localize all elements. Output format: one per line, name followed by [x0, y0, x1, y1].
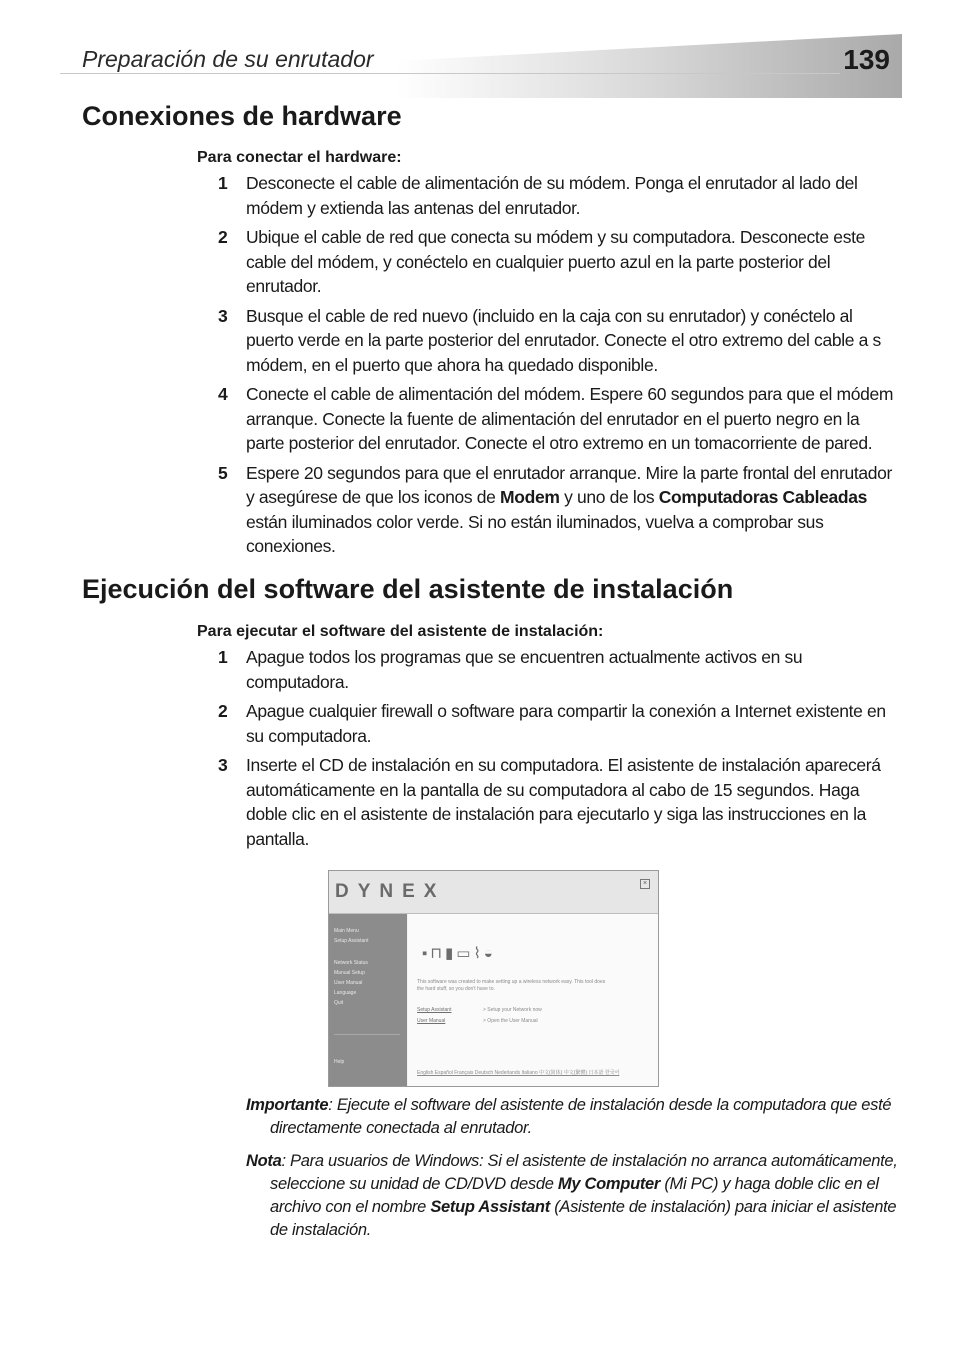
windows-note: Nota: Para usuarios de Windows: Si el asistente de instalación no arranca automáticamente, seleccione su unidad de CD/DVD desde My Computer (Mi PC) y haga doble clic en el archivo con el nombre Setup Assistant (Asistente de instalación) para iniciar el asistente de instalación.	[246, 1152, 898, 1239]
user-manual-desc: > Open the User Manual	[483, 1018, 538, 1024]
menu-item-main-menu: Main Menu	[334, 928, 359, 934]
list-item	[218, 753, 900, 851]
menu-divider	[334, 1034, 400, 1035]
step-text: Conecte el cable de alimentación del módem. Espere 60 segundos para que el módem arranque. Conecte la fuente de alimentación del enrutador en el puerto negro en la parte posterior del enrutador. Conecte el otro extremo en un tomacorriente de pared.	[246, 384, 894, 453]
procedure-label-hardware: Para conectar el hardware:	[197, 149, 402, 166]
step-number: 5	[218, 462, 228, 483]
screenshot-main	[408, 914, 658, 1086]
step-number: 3	[218, 305, 228, 326]
dynex-logo: DYNEX	[335, 881, 446, 902]
step-text: Inserte el CD de instalación en su computadora. El asistente de instalación aparecerá automáticamente en la pantalla de su computadora al cabo de 15 segundos. Haga doble clic en el asistente de instalación para ejecutarlo y siga las instrucciones en la pantalla.	[246, 755, 881, 849]
my-computer-term: My Computer	[557, 1175, 661, 1193]
list-item	[218, 304, 900, 378]
screenshot-header	[329, 871, 658, 914]
list-item	[218, 461, 900, 559]
section-title-hardware: Conexiones de hardware	[82, 101, 402, 131]
list-item	[218, 699, 900, 748]
menu-item-network-status: Network Status	[334, 960, 368, 966]
step-text: Ubique el cable de red que conecta su módem y su computadora. Desconecte este cable del módem, y conéctelo en cualquier puerto azul en la parte posterior del enrutador.	[246, 227, 865, 296]
intro-line-1: This software was created to make setting up a wireless network easy. This tool does	[417, 979, 606, 985]
setup-assistant-link: Setup Assistant	[417, 1007, 452, 1013]
step-number: 2	[218, 701, 228, 721]
procedure-label-setup: Para ejecutar el software del asistente de instalación:	[197, 623, 604, 640]
setup-assistant-desc: > Setup your Network now	[483, 1007, 542, 1013]
menu-item-setup-assistant: Setup Assistant	[334, 938, 369, 944]
modem-term: Modem	[500, 487, 560, 507]
step-text: Apague todos los programas que se encuentren actualmente activos en su computadora.	[246, 647, 803, 692]
step-number: 1	[218, 647, 228, 667]
step-number: 4	[218, 384, 228, 404]
list-item	[218, 382, 900, 456]
important-label: Importante	[246, 1096, 329, 1114]
step-number: 2	[218, 227, 228, 247]
section-title-setup-assistant: Ejecución del software del asistente de instalación	[82, 574, 734, 604]
step-number: 3	[218, 755, 228, 775]
intro-line-2: the hard stuff, so you don't have to.	[417, 986, 495, 992]
step-text: Desconecte el cable de alimentación de su módem. Ponga el enrutador al lado del módem y extienda las antenas del enrutador.	[246, 173, 858, 218]
list-item	[218, 645, 900, 694]
step-text: Espere 20 segundos para que el enrutador arranque. Mire la parte frontal del enrutador y asegúrese de que los iconos de Modem y uno de los Computadoras Cableadas están iluminados color verde. Si no están iluminados, vuelva a comprobar sus conexiones.	[246, 462, 893, 556]
wired-computers-term: Computadoras Cableadas	[658, 487, 867, 507]
menu-item-language: Language	[334, 990, 357, 996]
menu-item-quit: Quit	[334, 1000, 344, 1006]
list-item	[218, 171, 900, 220]
screenshot-sidebar	[329, 914, 407, 1086]
menu-item-manual-setup: Manual Setup	[334, 970, 365, 976]
setup-assistant-screenshot	[328, 870, 659, 1087]
header-rule	[60, 73, 840, 74]
step-text: Busque el cable de red nuevo (incluido en la caja con su enrutador) y conéctelo al puerto verde en la parte posterior del enrutador. Conecte el otro extremo del cable a s módem, en el puerto que ahora ha quedado disponible.	[246, 305, 881, 375]
step-text: Apague cualquier firewall o software para compartir la conexión a Internet existente en su computadora.	[246, 701, 886, 746]
close-icon: ×	[640, 879, 650, 889]
nota-label: Nota	[246, 1152, 282, 1170]
menu-item-user-manual: User Manual	[334, 980, 363, 986]
menu-item-help: Help	[334, 1059, 345, 1065]
language-links: English Español Français Deutsch Nederlands Italiano 中文(简体) 中文(繁體) 日本語 한국어	[417, 1070, 620, 1076]
user-manual-link: User Manual	[417, 1018, 446, 1024]
running-title: Preparación de su enrutador	[82, 46, 374, 72]
page-number: 139	[843, 44, 890, 75]
hardware-steps-list	[218, 171, 900, 564]
setup-steps-list	[218, 645, 900, 856]
step-number: 1	[218, 173, 228, 193]
list-item	[218, 225, 900, 299]
network-devices-icon: ▪⊓▮▭⌇◒	[422, 945, 496, 962]
setup-assistant-term: Setup Assistant	[430, 1198, 550, 1216]
important-note: Importante: Ejecute el software del asistente de instalación desde la computadora que esté directamente conectada al enrutador.	[246, 1096, 892, 1137]
